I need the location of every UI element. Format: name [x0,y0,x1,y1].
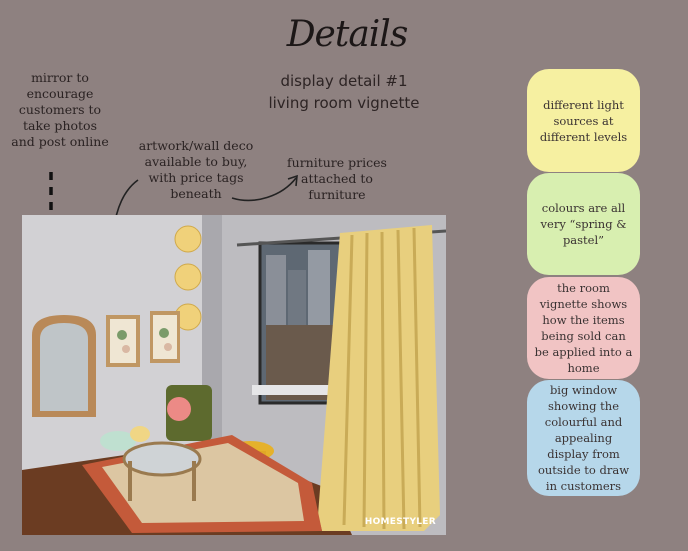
note-window: big window showing the colourful and appealing display from outside to draw in customers [527,380,640,496]
artwork-annotation: artwork/wall deco available to buy, with price tags beneath [138,138,254,201]
note-colours: colours are all very “spring & pastel” [527,173,640,275]
room-render-photo [22,215,446,535]
coffee-table [124,443,200,475]
note-vignette: the room vignette shows how the items being sold can be applied into a home [527,277,640,379]
page-title: Details [286,14,408,55]
mirror-annotation: mirror to encourage customers to take photos and post online [11,70,109,149]
subtitle-line-2: living room vignette [268,94,420,112]
wall-lamp-middle [175,264,201,290]
homestyler-watermark: HOMESTYLER [364,517,436,527]
furniture-annotation: furniture prices attached to furniture [287,155,387,202]
wall-lamp-top [175,226,201,252]
subtitle-line-1: display detail #1 [280,72,408,90]
note-lighting: different light sources at different levels [527,69,640,172]
furniture-arrow [232,178,296,200]
